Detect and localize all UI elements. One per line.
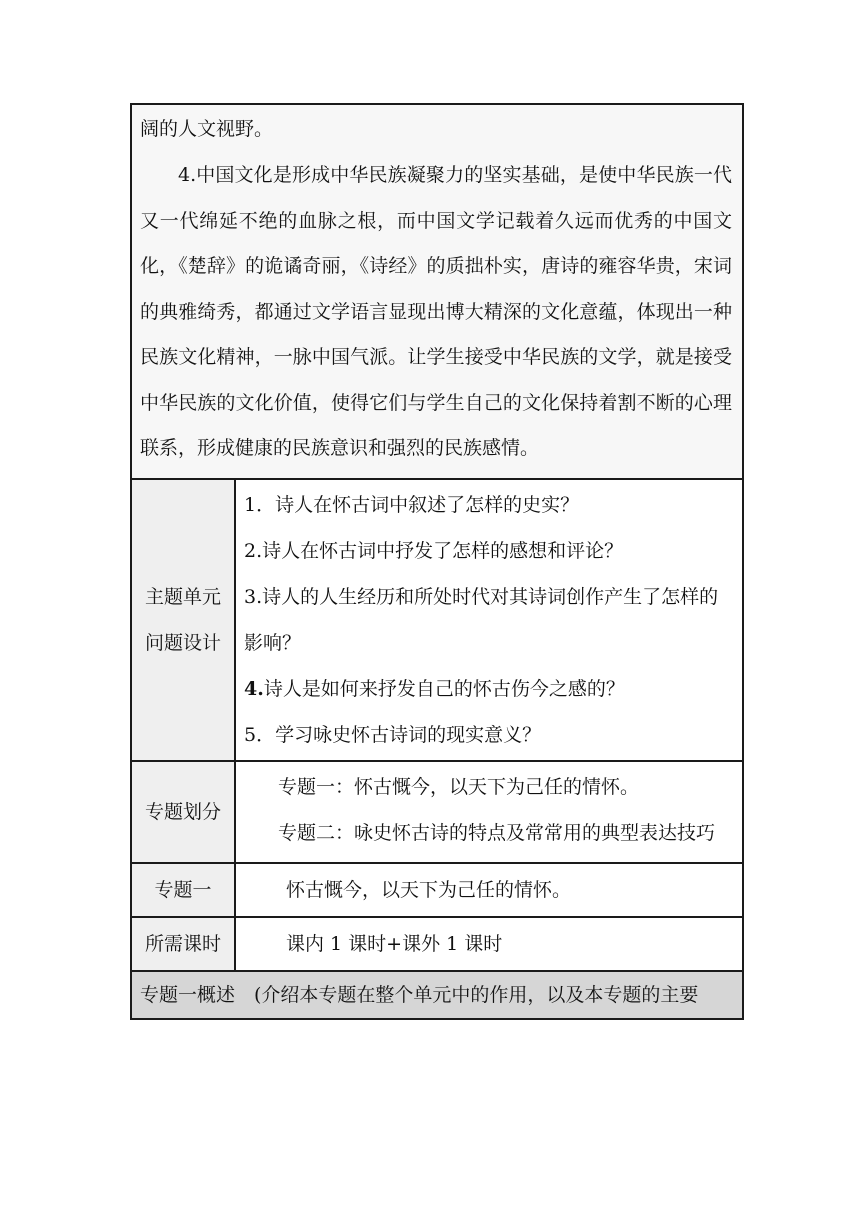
question-item-3: 3.诗人的人生经历和所处时代对其诗词创作产生了怎样的影响？ bbox=[244, 585, 719, 654]
intro-row bbox=[131, 104, 743, 479]
question-item-4-number: 4. bbox=[244, 677, 264, 700]
unit-plan-table bbox=[130, 103, 744, 1020]
questions-cell bbox=[235, 479, 743, 761]
division-label: 专题划分 bbox=[131, 761, 235, 863]
division-item-2: 专题二：咏史怀古诗的特点及常常用的典型表达技巧 bbox=[278, 821, 716, 844]
topic1-value: 怀古慨今，以天下为己任的情怀。 bbox=[286, 878, 572, 901]
questions-row bbox=[131, 479, 743, 761]
question-item-5: 5．学习咏史怀古诗词的现实意义？ bbox=[244, 723, 542, 746]
hours-label: 所需课时 bbox=[131, 917, 235, 971]
topic1-cell bbox=[235, 863, 743, 917]
intro-line-1: 阔的人文视野。 bbox=[140, 118, 274, 140]
question-item-4 bbox=[244, 666, 734, 712]
question-item-2: 2.诗人在怀古词中抒发了怎样的感想和评论？ bbox=[244, 539, 624, 562]
overview-cell: 专题一概述 (介绍本专题在整个单元中的作用，以及本专题的主要 bbox=[131, 971, 743, 1019]
division-row bbox=[131, 761, 743, 863]
overview-row bbox=[131, 971, 743, 1019]
intro-cell bbox=[131, 104, 743, 479]
hours-row bbox=[131, 917, 743, 971]
division-cell bbox=[235, 761, 743, 863]
hours-cell bbox=[235, 917, 743, 971]
topic1-row bbox=[131, 863, 743, 917]
hours-value: 课内 1 课时+课外 1 课时 bbox=[286, 932, 503, 955]
questions-label: 主题单元问题设计 bbox=[131, 479, 235, 761]
question-item-4-text: 诗人是如何来抒发自己的怀古伤今之感的？ bbox=[263, 677, 625, 700]
topic1-label: 专题一 bbox=[131, 863, 235, 917]
question-item-1: 1．诗人在怀古词中叙述了怎样的史实？ bbox=[244, 493, 580, 516]
division-item-1: 专题一：怀古慨今，以天下为己任的情怀。 bbox=[278, 775, 640, 798]
intro-paragraph-4: 4.中国文化是形成中华民族凝聚力的坚实基础，是使中华民族一代又一代绵延不绝的血脉之根，而中国文学记载着久远而优秀的中国文化，《楚辞》的诡谲奇丽，《诗经》的质拙朴实，唐诗的雍容华贵，宋词的典雅绮秀，都通过文学语言显现出博大精深的文化意蕴，体现出一种民族文化精神，一脉中国气派。让学生接受中华民族的文学，就是接受中华民族的文化价值，使得它们与学生自己的文化保持着割不断的心理联系，形成健康的民族意识和强烈的民族感情。 bbox=[140, 164, 733, 459]
